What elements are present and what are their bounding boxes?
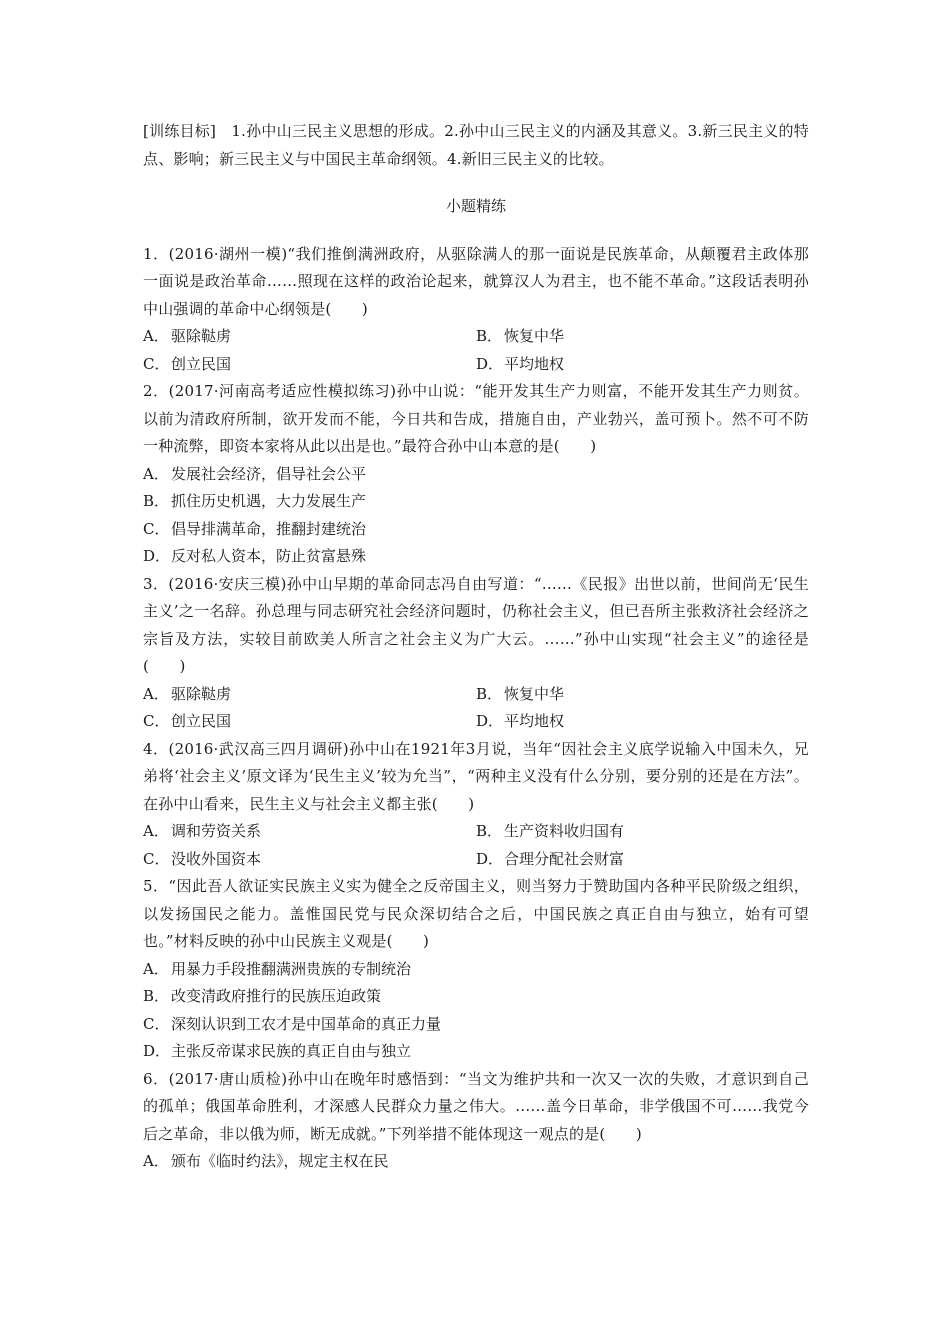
question-2 [143, 378, 809, 571]
option-d[interactable]: D．平均地权 [476, 712, 565, 730]
option-c[interactable]: C． 倡导排满革命，推翻封建统治 [143, 519, 367, 538]
option-b[interactable]: B． 生产资料收归国有 [476, 822, 625, 840]
option-a[interactable]: A． 用暴力手段推翻满洲贵族的专制统治 [143, 959, 412, 978]
question-3 [143, 571, 809, 736]
option-d[interactable]: D．主张反帝谋求民族的真正自由与独立 [143, 1042, 412, 1060]
option-c[interactable]: C． 没收外国资本 [143, 849, 262, 868]
question-stem: 5．“因此吾人欲证实民族主义实为健全之反帝国主义，则当努力于赞助国内各种平民阶级之组织，以发扬国民之能力。盖惟国民党与民众深切结合之后，中国民族之真正自由与独立，始有可望也。”材料反映的孙中山民族主义观是( ) [143, 877, 809, 950]
option-b[interactable]: B． 抓住历史机遇，大力发展生产 [143, 492, 367, 510]
option-d[interactable]: D．反对私人资本，防止贫富悬殊 [143, 547, 367, 565]
question-stem: 2．(2017·河南高考适应性模拟练习)孙中山说：“能开发其生产力则富，不能开发其生产力则贫。以前为清政府所制，欲开发而不能，今日共和告成，措施自由，产业勃兴，盖可预卜。然不可不防一种流弊，即资本家将从此以出是也。”最符合孙中山本意的是( ) [143, 382, 809, 455]
option-c[interactable]: C． 创立民国 [143, 712, 232, 730]
option-a[interactable]: A． 调和劳资关系 [143, 822, 262, 840]
option-b[interactable]: B． 改变清政府推行的民族压迫政策 [143, 987, 382, 1005]
question-6 [143, 1066, 809, 1176]
option-a[interactable]: A． 发展社会经济，倡导社会公平 [143, 464, 367, 483]
question-5 [143, 873, 809, 1066]
option-c[interactable]: C． 创立民国 [143, 354, 232, 373]
option-d[interactable]: D．平均地权 [476, 354, 565, 373]
option-b[interactable]: B． 恢复中华 [476, 684, 565, 703]
training-target: [训练目标] 1.孙中山三民主义思想的形成。2.孙中山三民主义的内涵及其意义。3.新三民主义的特点、影响；新三民主义与中国民主革命纲领。4.新旧三民主义的比较。 [143, 122, 809, 168]
question-stem: 3．(2016·安庆三模)孙中山早期的革命同志冯自由写道：“……《民报》出世以前，世间尚无‘民生主义’之一名辞。孙总理与同志研究社会经济问题时，仍称社会主义，但已吾所主张救济社会经济之宗旨及方法，实较目前欧美人所言之社会主义为广大云。……”孙中山实现“社会主义”的途径是( ) [143, 574, 809, 675]
section-title: 小题精练 [445, 197, 506, 215]
option-b[interactable]: B． 恢复中华 [476, 327, 565, 345]
options-grid [143, 818, 809, 873]
option-a[interactable]: A． 颁布《临时约法》，规定主权在民 [143, 1152, 389, 1170]
options-grid [143, 681, 809, 736]
options-grid [143, 323, 809, 378]
question-stem: 1．(2016·湖州一模)“我们推倒满洲政府，从驱除满人的那一面说是民族革命，从颠覆君主政体那一面说是政治革命……照现在这样的政治论起来，就算汉人为君主，也不能不革命。”这段话表明孙中山强调的革命中心纲领是( ) [143, 244, 809, 318]
option-a[interactable]: A． 驱除鞑虏 [143, 684, 232, 703]
question-stem: 6．(2017·唐山质检)孙中山在晚年时感悟到：“当文为维护共和一次又一次的失败，才意识到自己的孤单；俄国革命胜利，才深感人民群众力量之伟大。……盖今日革命，非学俄国不可……我党今后之革命，非以俄为师，断无成就。”下列举措不能体现这一观点的是( ) [143, 1069, 809, 1143]
option-c[interactable]: C． 深刻认识到工农才是中国革命的真正力量 [143, 1014, 442, 1033]
question-1 [143, 241, 809, 379]
question-stem: 4．(2016·武汉高三四月调研)孙中山在1921年3月说，当年“因社会主义底学说输入中国未久，兄弟将‘社会主义’原文译为‘民生主义’较为允当”，“两种主义没有什么分别，要分别的还是在方法”。在孙中山看来，民生主义与社会主义都主张( ) [143, 739, 809, 813]
option-a[interactable]: A． 驱除鞑虏 [143, 327, 232, 345]
document-page [143, 118, 809, 1176]
question-4 [143, 736, 809, 874]
option-d[interactable]: D．合理分配社会财富 [476, 849, 625, 868]
